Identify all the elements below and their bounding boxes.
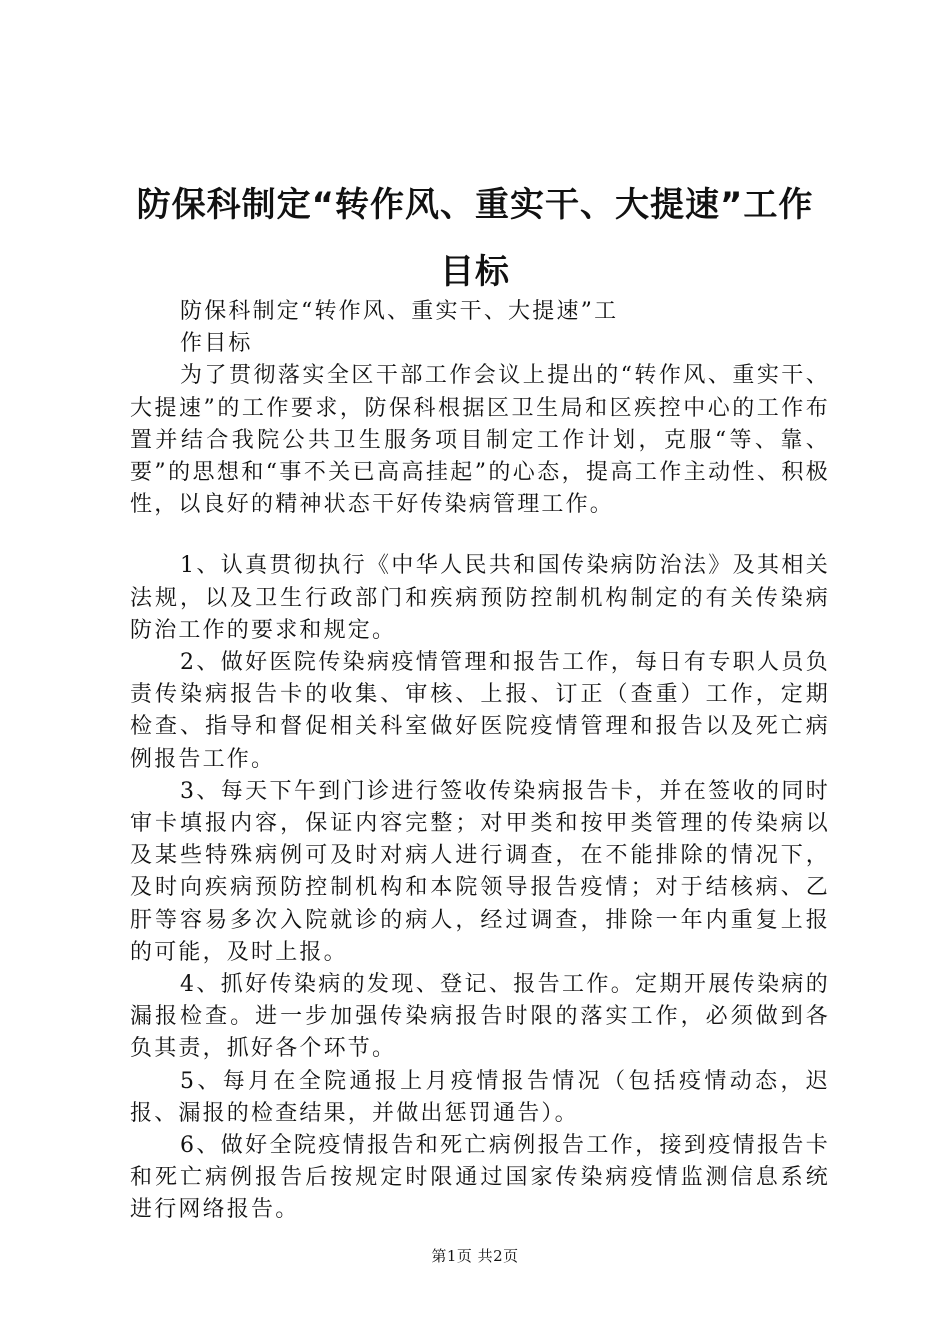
list-item: 2、做好医院传染病疫情管理和报告工作，每日有专职人员负责传染病报告卡的收集、审核、上报、订正（查重）工作，定期检查、指导和督促相关科室做好医院疫情管理和报告以及死亡病例报告工作。 [130,650,830,772]
document-body [130,296,830,1227]
paragraph-gap [130,521,830,550]
subtitle-line-1: 防保科制定“转作风、重实干、大提速”工 [180,299,619,324]
list-item: 5、每月在全院通报上月疫情报告情况（包括疫情动态，迟报、漏报的检查结果，并做出惩罚通告）。 [130,1068,830,1126]
page-footer: 第1页 共2页 [431,1247,519,1265]
document-title-line-2: 目标 [440,252,510,292]
list-item: 4、抓好传染病的发现、登记、报告工作。定期开展传染病的漏报检查。进一步加强传染病报告时限的落实工作，必须做到各负其责，抓好各个环节。 [130,972,830,1062]
list-item: 1、认真贯彻执行《中华人民共和国传染病防治法》及其相关法规，以及卫生行政部门和疾病预防控制机构制定的有关传染病防治工作的要求和规定。 [130,553,830,643]
document-title-line-1: 防保科制定“转作风、重实干、大提速”工作 [136,185,814,225]
subtitle-line-2: 作目标 [180,331,253,357]
list-item: 3、每天下午到门诊进行签收传染病报告卡，并在签收的同时审卡填报内容，保证内容完整；对甲类和按甲类管理的传染病以及某些特殊病例可及时对病人进行调查，在不能排除的情况下，及时向疾病预防控制机构和本院领导报告疫情；对于结核病、乙肝等容易多次入院就诊的病人，经过调查，排除一年内重复上报的可能，及时上报。 [130,778,830,965]
intro-paragraph: 为了贯彻落实全区干部工作会议上提出的“转作风、重实干、大提速”的工作要求，防保科根据区卫生局和区疾控中心的工作布置并结合我院公共卫生服务项目制定工作计划，克服“等、靠、要”的思想和“事不关已高高挂起”的心态，提高工作主动性、积极性，以良好的精神状态干好传染病管理工作。 [130,363,830,518]
list-item: 6、做好全院疫情报告和死亡病例报告工作，接到疫情报告卡和死亡病例报告后按规定时限通过国家传染病疫情监测信息系统进行网络报告。 [130,1133,830,1223]
